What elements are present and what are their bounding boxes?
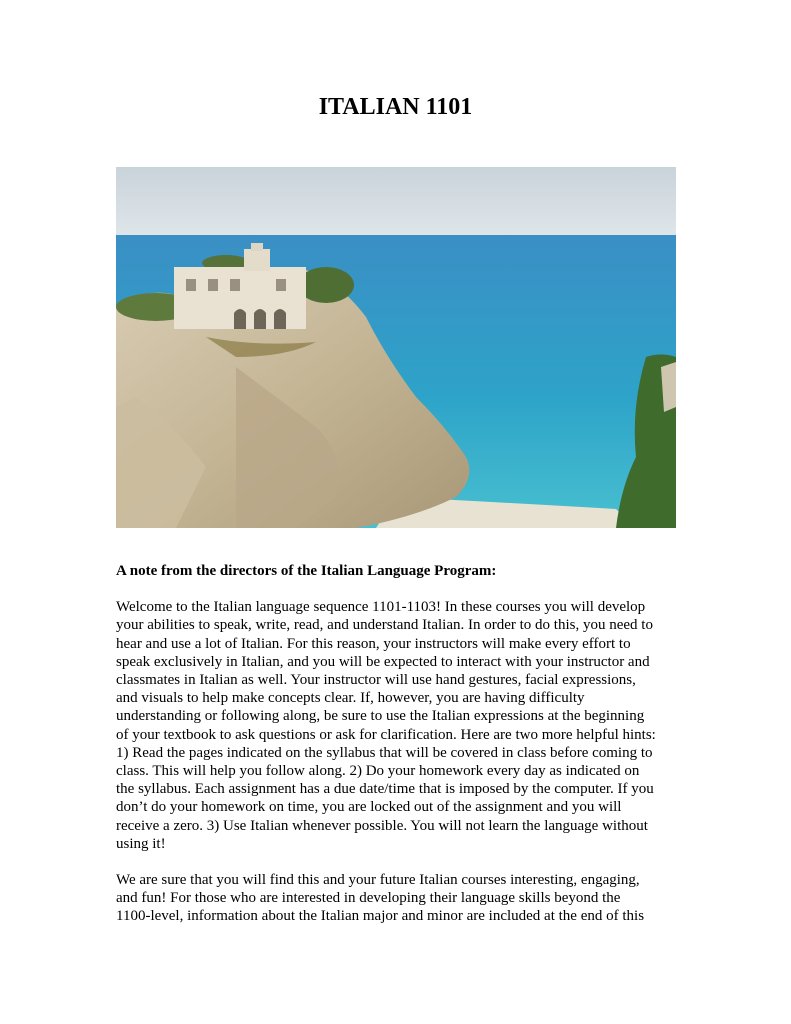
text-line: receive a zero. 3) Use Italian whenever possible. You will not learn the language without [116,817,648,834]
note-body [116,562,676,944]
paragraph-closing [116,871,676,926]
document-title: ITALIAN 1101 [318,94,473,120]
text-line: hear and use a lot of Italian. For this reason, your instructors will make every effort to [116,635,631,652]
text-line: class. This will help you follow along. 2) Do your homework every day as indicated on [116,763,640,780]
text-line: of your textbook to ask questions or ask for clarification. Here are two more helpful hints: [116,726,656,743]
text-line: and visuals to help make concepts clear. If, however, you are having difficulty [116,690,585,707]
text-line: classmates in Italian as well. Your instructor will use hand gestures, facial expressions, [116,672,636,689]
text-line: understanding or following along, be sure to use the Italian expressions at the beginning [116,708,645,725]
text-line: speak exclusively in Italian, and you will be expected to interact with your instructor and [116,653,650,670]
text-line: and fun! For those who are interested in developing their language skills beyond the [116,890,621,907]
text-line: using it! [116,835,166,852]
coastal-photo [116,167,676,528]
text-line: don’t do your homework on time, you are locked out of the assignment and you will [116,799,622,816]
paragraph-welcome [116,598,676,853]
text-line: the syllabus. Each assignment has a due date/time that is imposed by the computer. If you [116,781,654,798]
text-line: We are sure that you will find this and your future Italian courses interesting, engaging, [116,872,640,889]
text-line: 1) Read the pages indicated on the syllabus that will be covered in class before coming to [116,744,653,761]
text-line: Welcome to the Italian language sequence 1101-1103! In these courses you will develop [116,599,646,616]
text-line: your abilities to speak, write, read, and understand Italian. In order to do this, you need to [116,617,653,634]
note-heading: A note from the directors of the Italian Language Program: [116,563,497,579]
text-line: 1100-level, information about the Italian major and minor are included at the end of this [116,908,645,925]
